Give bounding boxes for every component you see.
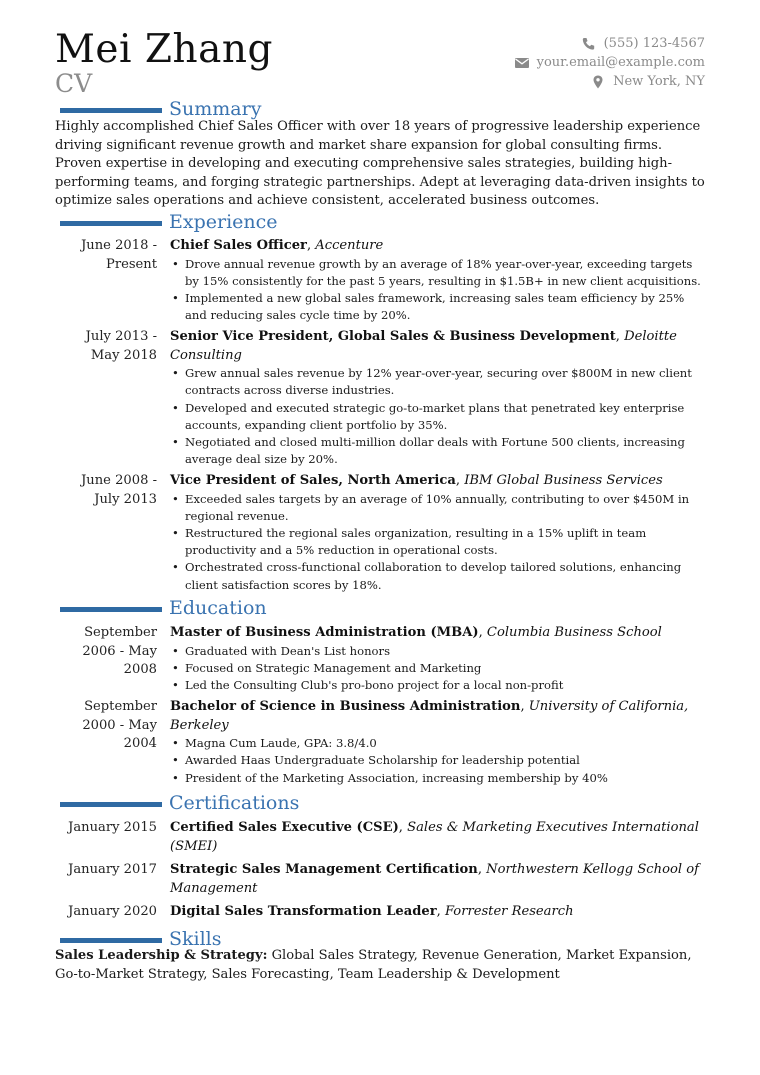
document-subtitle: CV xyxy=(55,69,93,98)
list-item: • Graduated with Dean's List honors xyxy=(170,643,705,660)
entry-role: Certified Sales Executive (CSE) xyxy=(170,820,399,835)
summary-text: Highly accomplished Chief Sales Officer with over 18 years of progressive leadership experience driving significant revenue growth and market share expansion for global consulting firms. Proven expertise in developing and executing comprehensive sales strategies, building high-performing teams, and forging strategic partnerships. Adept at leveraging data-driven insights to optimize sales operations and achieve consistent, accelerated business outcomes. xyxy=(55,119,705,209)
candidate-name: Mei Zhang xyxy=(55,27,273,72)
section-education-heading xyxy=(60,596,267,620)
entry-heading: Senior Vice President, Global Sales & Business Development, Deloitte Consulting xyxy=(170,329,677,363)
entry-date: June 2018 - Present xyxy=(81,238,157,272)
entry-org: Northwestern Kellogg School of Management xyxy=(170,862,699,896)
contact-location xyxy=(405,72,705,91)
entry-date: January 2015 xyxy=(68,820,157,835)
entry-heading: Strategic Sales Management Certification, Northwestern Kellogg School of Management xyxy=(170,862,699,896)
location-pin-icon xyxy=(590,75,606,89)
entry-date: September 2000 - May 2004 xyxy=(82,699,157,752)
entry-org: Columbia Business School xyxy=(486,625,662,640)
list-item: • Implemented a new global sales framework, increasing sales team efficiency by 25% and reducing sales cycle time by 20%. xyxy=(170,290,705,324)
entry-role: Master of Business Administration (MBA) xyxy=(170,625,479,640)
entry-role: Vice President of Sales, North America xyxy=(170,473,456,488)
entry-bullets xyxy=(170,365,705,468)
contact-email-text[interactable]: your.email@example.com xyxy=(536,55,705,70)
entry-role: Bachelor of Science in Business Administration xyxy=(170,699,521,714)
list-item: • Led the Consulting Club's pro-bono project for a local non-profit xyxy=(170,677,705,694)
list-item: • Magna Cum Laude, GPA: 3.8/4.0 xyxy=(170,735,705,752)
entry-date: June 2008 - July 2013 xyxy=(81,473,157,507)
entry-bullets xyxy=(170,643,705,695)
entry-heading: Vice President of Sales, North America, IBM Global Business Services xyxy=(170,473,663,488)
list-item: • Drove annual revenue growth by an average of 18% year-over-year, exceeding targets by 15% consistently for the past 5 years, resulting in $1.5B+ in new client acquisitions. xyxy=(170,256,705,290)
entry-date: September 2006 - May 2008 xyxy=(82,625,157,678)
list-item: • Awarded Haas Undergraduate Scholarship for leadership potential xyxy=(170,752,705,769)
skills-list: Global Sales Strategy, Revenue Generation, Market Expansion, Go-to-Market Strategy, Sales Forecasting, Team Leadership & Development xyxy=(55,948,692,982)
entry-bullets xyxy=(170,491,705,594)
section-accent-bar xyxy=(60,221,162,226)
entry-org: Sales & Marketing Executives International (SMEI) xyxy=(170,820,699,854)
list-item: • Orchestrated cross-functional collaboration to develop tailored solutions, enhancing client satisfaction scores by 18%. xyxy=(170,559,705,593)
entry-heading: Chief Sales Officer, Accenture xyxy=(170,238,384,253)
entry-org: University of California, Berkeley xyxy=(170,699,689,733)
envelope-icon xyxy=(514,56,530,70)
section-certifications-heading xyxy=(60,791,299,815)
entry-date: January 2020 xyxy=(68,904,157,919)
entry-date: January 2017 xyxy=(68,862,157,877)
section-title: Skills xyxy=(169,928,222,950)
section-title: Certifications xyxy=(169,792,300,814)
section-accent-bar xyxy=(60,938,162,943)
entry-role: Strategic Sales Management Certification xyxy=(170,862,478,877)
list-item: • Focused on Strategic Management and Marketing xyxy=(170,660,705,677)
section-experience-heading xyxy=(60,210,278,234)
entry-role: Senior Vice President, Global Sales & Business Development xyxy=(170,329,616,344)
entry-org: Forrester Research xyxy=(444,904,574,919)
section-accent-bar xyxy=(60,108,162,113)
section-accent-bar xyxy=(60,607,162,612)
entry-date: July 2013 - May 2018 xyxy=(85,329,157,363)
entry-org: IBM Global Business Services xyxy=(464,473,663,488)
phone-icon xyxy=(581,37,597,51)
entry-org: Accenture xyxy=(315,238,384,253)
section-accent-bar xyxy=(60,802,162,807)
skills-text xyxy=(55,947,705,984)
entry-heading: Digital Sales Transformation Leader, Forrester Research xyxy=(170,904,574,919)
entry-bullets xyxy=(170,256,705,325)
contact-phone-text[interactable]: (555) 123-4567 xyxy=(603,36,705,51)
section-title: Summary xyxy=(169,98,262,120)
section-title: Experience xyxy=(169,211,278,233)
contact-phone xyxy=(405,34,705,53)
contact-block xyxy=(405,34,705,91)
entry-heading: Certified Sales Executive (CSE), Sales & Marketing Executives International (SMEI) xyxy=(170,820,699,854)
entry-role: Digital Sales Transformation Leader xyxy=(170,904,437,919)
entry-heading: Bachelor of Science in Business Administration, University of California, Berkeley xyxy=(170,699,689,733)
entry-org: Deloitte Consulting xyxy=(170,329,677,363)
list-item: • President of the Marketing Association, increasing membership by 40% xyxy=(170,770,705,787)
entry-bullets xyxy=(170,735,705,787)
list-item: • Restructured the regional sales organization, resulting in a 15% uplift in team productivity and a 5% reduction in operational costs. xyxy=(170,525,705,559)
skills-label: Sales Leadership & Strategy: xyxy=(55,948,268,963)
list-item: • Developed and executed strategic go-to-market plans that penetrated key enterprise accounts, expanding client portfolio by 35%. xyxy=(170,400,705,434)
list-item: • Negotiated and closed multi-million dollar deals with Fortune 500 clients, increasing average deal size by 20%. xyxy=(170,434,705,468)
contact-location-text: New York, NY xyxy=(613,74,705,89)
list-item: • Exceeded sales targets by an average of 10% annually, contributing to over $450M in regional revenue. xyxy=(170,491,705,525)
entry-heading: Master of Business Administration (MBA), Columbia Business School xyxy=(170,625,662,640)
contact-email xyxy=(405,53,705,72)
list-item: • Grew annual sales revenue by 12% year-over-year, securing over $800M in new client contracts across diverse industries. xyxy=(170,365,705,399)
entry-role: Chief Sales Officer xyxy=(170,238,307,253)
section-title: Education xyxy=(169,597,267,619)
